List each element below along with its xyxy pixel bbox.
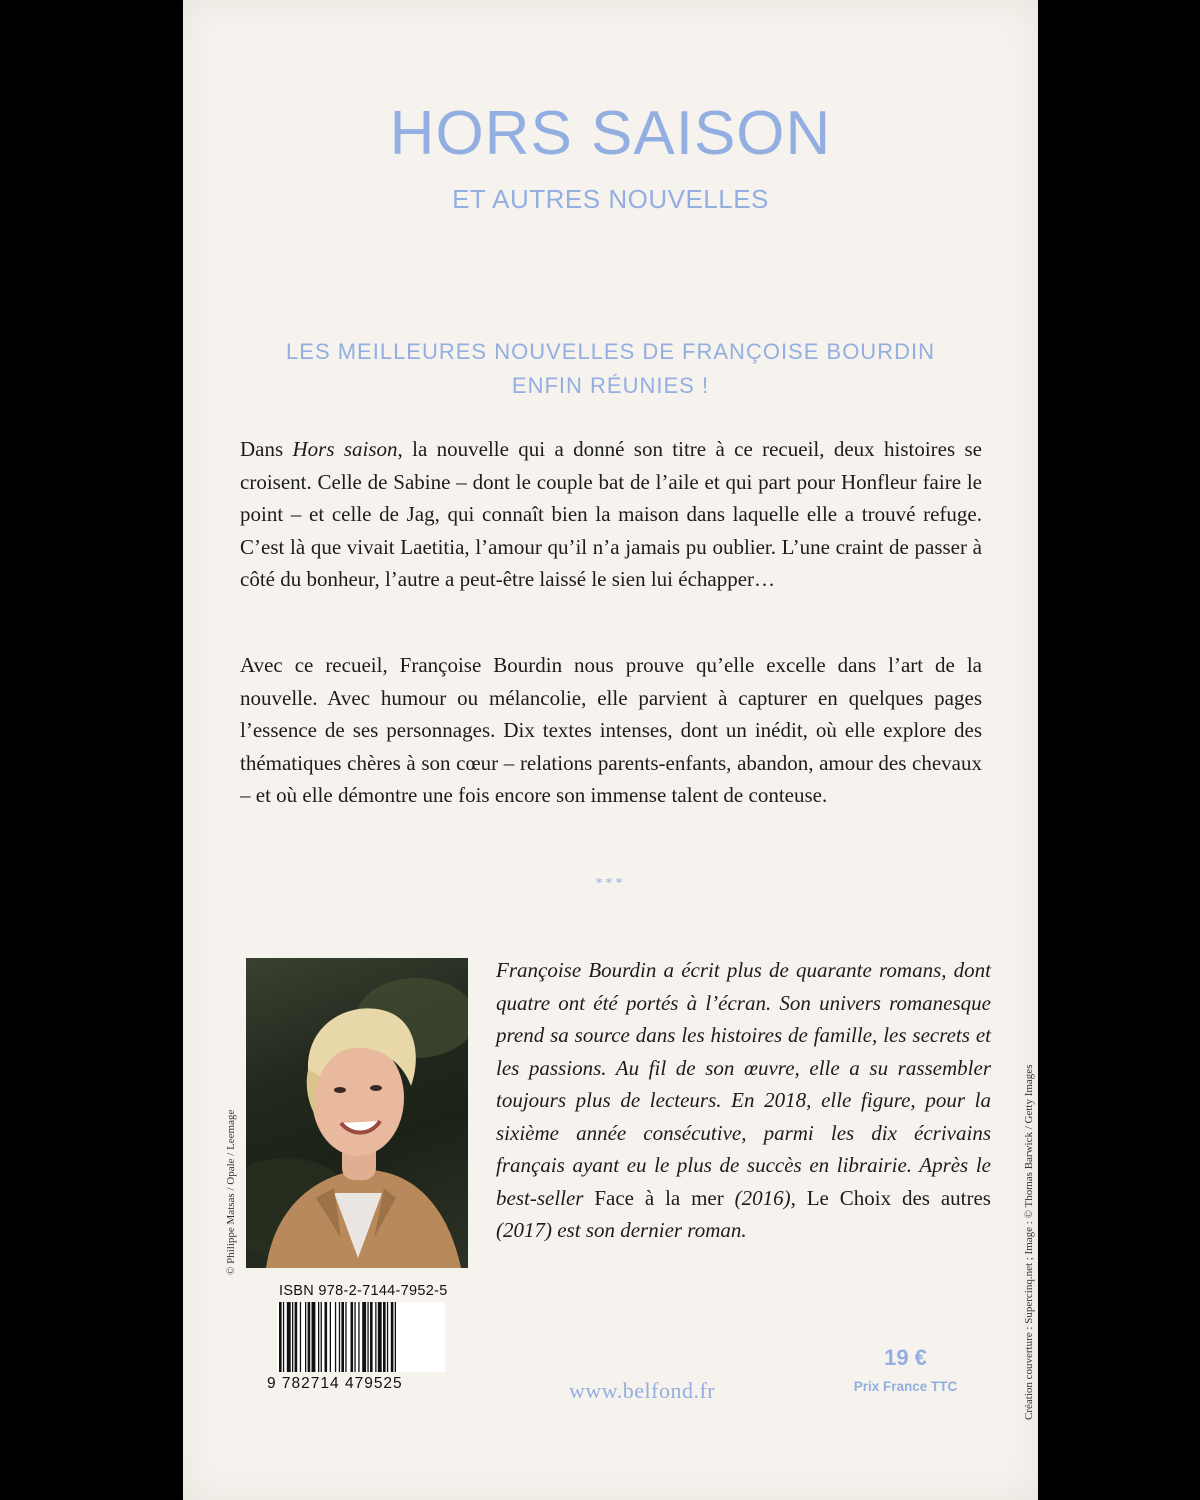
barcode-bar: [345, 1302, 346, 1372]
barcode-bar: [321, 1302, 322, 1372]
book-title-1: Face à la mer: [594, 1185, 724, 1210]
barcode-bar: [335, 1302, 336, 1372]
barcode-bar: [395, 1302, 396, 1372]
author-portrait-illustration: [246, 958, 468, 1268]
book-subtitle: ET AUTRES NOUVELLES: [452, 184, 769, 214]
barcode-bar: [378, 1302, 382, 1372]
barcode: [277, 1302, 445, 1372]
author-bio-end: (2017) est son dernier roman.: [496, 1218, 747, 1242]
book-title-2: Le Choix des autres: [806, 1185, 991, 1210]
barcode-bar: [318, 1302, 319, 1372]
back-cover: [183, 0, 1038, 1500]
barcode-bar: [367, 1302, 368, 1372]
tagline-line-1: LES MEILLEURES NOUVELLES DE FRANÇOISE BOURDIN: [286, 339, 935, 364]
cover-credit: Création couverture : Supercinq.net ; Image : © Thomas Barwick / Getty Images: [1023, 1064, 1035, 1420]
barcode-bar: [341, 1302, 344, 1372]
barcode-bar: [375, 1302, 376, 1372]
photo-credit: © Philippe Matsas / Opale / Leemage: [225, 1109, 237, 1275]
barcode-bar: [387, 1302, 388, 1372]
barcode-bar: [330, 1302, 331, 1372]
barcode-bar: [292, 1302, 293, 1372]
barcode-bar: [308, 1302, 311, 1372]
author-bio: [496, 954, 991, 1247]
book-1-year: (2016),: [723, 1185, 807, 1210]
barcode-bar: [339, 1302, 340, 1372]
price-amount: 19 €: [884, 1345, 927, 1370]
barcode-bar: [362, 1302, 366, 1372]
book-title: HORS SAISON: [389, 99, 832, 168]
barcode-bars: [277, 1302, 445, 1372]
barcode-bar: [391, 1302, 394, 1372]
barcode-bar: [354, 1302, 355, 1372]
barcode-bar: [279, 1302, 282, 1372]
barcode-bar: [295, 1302, 298, 1372]
author-photo: [246, 958, 468, 1268]
isbn: ISBN 978-2-7144-7952-5: [279, 1283, 448, 1299]
barcode-bar: [351, 1302, 354, 1372]
summary-title-italic: Hors saison: [292, 437, 398, 461]
summary-p1-before: Dans: [240, 437, 293, 461]
barcode-bar: [300, 1302, 301, 1372]
summary-paragraph-1: [240, 433, 982, 596]
barcode-bar: [383, 1302, 386, 1372]
tagline-line-2: ENFIN RÉUNIES !: [511, 373, 710, 398]
summary-paragraph-2: Avec ce recueil, Françoise Bourdin nous prouve qu’elle excelle dans l’art de la nouvelle. Avec humour ou mélancolie, elle parvient à capturer en quelques pages l’essence de ses personnages. Dix textes intenses, dont un inédit, où elle explore des thématiques chères à son cœur – relations parents-enfants, abandon, amour des chevaux – et où elle démontre une fois encore son immense talent de conteuse.: [240, 653, 982, 807]
barcode-digits: 9 782714 479525: [267, 1375, 403, 1392]
tagline: [223, 335, 998, 403]
barcode-bar: [312, 1302, 316, 1372]
website-link[interactable]: www.belfond.fr: [569, 1378, 716, 1403]
barcode-bar: [358, 1302, 359, 1372]
author-bio-text: Françoise Bourdin a écrit plus de quarante romans, dont quatre ont été portés à l’écran. Son univers romanesque prend sa source dans les histoires de famille, les secrets et les passions. Au fil de son œuvre, elle a su rassembler toujours plus de lecteurs. En 2018, elle figure, pour la sixième année consécutive, parmi les dix écrivains français ayant eu le plus de succès en librairie. Après le best-seller: [496, 958, 991, 1210]
price-label: Prix France TTC: [853, 1379, 958, 1394]
barcode-bar: [325, 1302, 328, 1372]
barcode-bar: [370, 1302, 373, 1372]
barcode-bar: [283, 1302, 284, 1372]
price-block: [843, 1345, 968, 1394]
barcode-bar: [305, 1302, 306, 1372]
summary-p1-after: , la nouvelle qui a donné son titre à ce recueil, deux histoires se croisent. Celle de Sabine – dont le couple bat de l’aile et qui part pour Honfleur faire le point – et celle de Jag, qui connaît bien la maison dans laquelle elle a trouvé refuge. C’est là que vivait Laetitia, l’amour qu’il n’a jamais pu oublier. L’une craint de passer à côté du bonheur, l’autre a peut-être laissé le sien lui échapper…: [240, 437, 982, 591]
section-separator: ***: [595, 876, 626, 891]
barcode-bar: [287, 1302, 291, 1372]
